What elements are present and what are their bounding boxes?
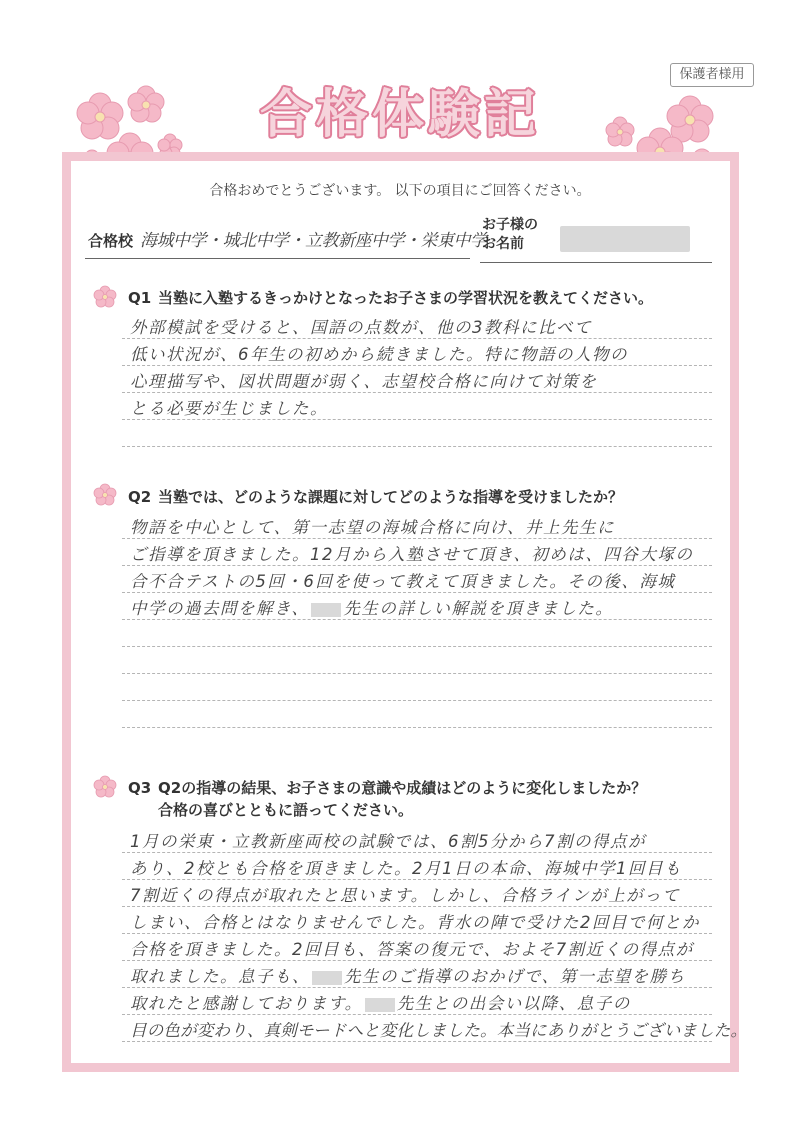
q2-heading: Q2 当塾では、どのような課題に対してどのような指導を受けましたか？ xyxy=(128,488,624,506)
q3-heading: Q3 Q2の指導の結果、お子さまの意識や成績はどのように変化しましたか？ xyxy=(128,779,647,797)
q3-answer-line-2: あり、2校とも合格を頂きました。2月1日の本命、海城中学1回目も xyxy=(130,859,682,878)
redaction xyxy=(311,603,341,617)
q2-answer-line-3: 合不合テストの5回・6回を使って教えて頂きました。その後、海城 xyxy=(130,572,676,591)
answer-line xyxy=(122,419,712,420)
answer-line xyxy=(122,852,712,853)
q1-answer-line-4: とる必要が生じました。 xyxy=(130,399,328,418)
q2-answer-line-1: 物語を中心として、第一志望の海城合格に向け、井上先生に xyxy=(130,518,616,537)
school-label: 合格校 xyxy=(88,232,134,250)
answer-line xyxy=(122,727,712,728)
school-underline xyxy=(85,258,470,259)
redaction xyxy=(312,971,342,985)
q3-answer-line-4: しまい、合格とはなりませんでした。背水の陣で受けた2回目で何とか xyxy=(130,913,700,932)
q3-answer-line-3: 7割近くの得点が取れたと思います。しかし、合格ラインが上がって xyxy=(130,886,681,905)
answer-line xyxy=(122,446,712,447)
q2-answer-line-4: 中学の過去問を解き、 先生の詳しい解説を頂きました。 xyxy=(130,599,614,618)
answer-line xyxy=(122,1014,712,1015)
q1-answer-line-2: 低い状況が、6年生の初めから続きました。特に物語の人物の xyxy=(130,345,628,364)
answer-line xyxy=(122,987,712,988)
blossom-bullet-icon xyxy=(92,774,118,800)
answer-line xyxy=(122,392,712,393)
q3-answer-line-8: 目の色が変わり、真剣モードへと変化しました。本当にありがとうございました。 xyxy=(130,1021,748,1040)
audience-badge: 保護者様用 xyxy=(670,63,754,87)
q3-answer-line-6: 取れました。息子も、 先生のご指導のおかげで、第一志望を勝ち xyxy=(130,967,686,986)
answer-line xyxy=(122,592,712,593)
page-title: 合格体験記 xyxy=(259,85,540,145)
instructions: 合格おめでとうございます。 以下の項目にご回答ください。 xyxy=(209,183,591,199)
q1-heading: Q1 当塾に入塾するきっかけとなったお子さまの学習状況を教えてください。 xyxy=(128,289,654,307)
answer-line xyxy=(122,619,712,620)
answer-line xyxy=(122,879,712,880)
q1-answer-line-3: 心理描写や、図状問題が弱く、志望校合格に向けて対策を xyxy=(130,372,598,391)
answer-line xyxy=(122,338,712,339)
q2-answer-line-2: ご指導を頂きました。12月から入塾させて頂き、初めは、四谷大塚の xyxy=(130,545,694,564)
name-underline xyxy=(480,262,712,263)
school-value: 海城中学・城北中学・立教新座中学・栄東中学 xyxy=(140,231,487,251)
blossom-bullet-icon xyxy=(92,284,118,310)
answer-line xyxy=(122,646,712,647)
answer-line xyxy=(122,673,712,674)
q3-answer-line-1: 1月の栄東・立教新座両校の試験では、6割5分から7割の得点が xyxy=(130,832,646,851)
q3-answer-line-7: 取れたと感謝しております。 先生との出会い以降、息子の xyxy=(130,994,631,1013)
answer-line xyxy=(122,906,712,907)
blossom-bullet-icon xyxy=(92,482,118,508)
answer-line xyxy=(122,565,712,566)
answer-line xyxy=(122,1041,712,1042)
q1-answer-line-1: 外部模試を受けると、国語の点数が、他の3教科に比べて xyxy=(130,318,592,337)
answer-line xyxy=(122,538,712,539)
answer-line xyxy=(122,365,712,366)
answer-line xyxy=(122,700,712,701)
q3-heading-line-2: 合格の喜びとともに語ってください。 xyxy=(158,801,414,819)
q3-answer-line-5: 合格を頂きました。2回目も、答案の復元で、およそ7割近くの得点が xyxy=(130,940,694,959)
redaction xyxy=(365,998,395,1012)
name-label: お子様の お名前 xyxy=(482,217,538,252)
name-redaction xyxy=(560,226,690,252)
answer-line xyxy=(122,933,712,934)
answer-line xyxy=(122,960,712,961)
